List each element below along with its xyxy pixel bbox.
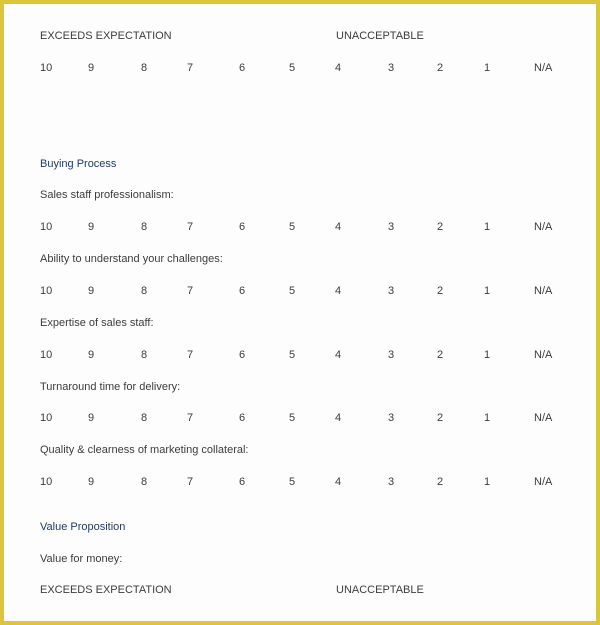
rating-option[interactable]: 7	[187, 285, 194, 297]
rating-option[interactable]: 7	[187, 349, 194, 361]
rating-option[interactable]: 8	[141, 349, 148, 361]
rating-option[interactable]: 4	[335, 221, 342, 233]
question-expertise-sales-staff: Expertise of sales staff:	[40, 317, 154, 329]
rating-option[interactable]: 5	[289, 62, 296, 74]
rating-option[interactable]: 4	[335, 476, 342, 488]
rating-option[interactable]: 3	[388, 285, 395, 297]
rating-option[interactable]: 1	[484, 476, 491, 488]
rating-option[interactable]: 3	[388, 221, 395, 233]
rating-option[interactable]: 6	[239, 285, 246, 297]
rating-option[interactable]: 5	[289, 221, 296, 233]
rating-option[interactable]: 9	[88, 221, 95, 233]
rating-option[interactable]: 1	[484, 285, 491, 297]
rating-option[interactable]: 8	[141, 285, 148, 297]
rating-scale-row	[0, 476, 600, 489]
unacceptable-label: UNACCEPTABLE	[336, 584, 424, 596]
rating-option[interactable]: N/A	[534, 285, 553, 297]
rating-option[interactable]: 3	[388, 62, 395, 74]
rating-option[interactable]: 1	[484, 412, 491, 424]
rating-option[interactable]: 10	[40, 285, 53, 297]
rating-scale-row	[0, 349, 600, 362]
rating-option[interactable]: 6	[239, 476, 246, 488]
rating-option[interactable]: 8	[141, 221, 148, 233]
rating-option[interactable]: 9	[88, 62, 95, 74]
unacceptable-label: UNACCEPTABLE	[336, 30, 424, 42]
rating-option[interactable]: 2	[437, 285, 444, 297]
rating-option[interactable]: 10	[40, 412, 53, 424]
rating-option[interactable]: 5	[289, 476, 296, 488]
rating-option[interactable]: 9	[88, 412, 95, 424]
rating-option[interactable]: 6	[239, 62, 246, 74]
exceeds-expectation-label: EXCEEDS EXPECTATION	[40, 30, 172, 42]
question-value-for-money: Value for money:	[40, 553, 123, 565]
rating-option[interactable]: 2	[437, 349, 444, 361]
section-title-value-proposition: Value Proposition	[40, 521, 126, 533]
exceeds-expectation-label: EXCEEDS EXPECTATION	[40, 584, 172, 596]
rating-option[interactable]: 6	[239, 221, 246, 233]
rating-option[interactable]: 1	[484, 221, 491, 233]
rating-scale-row	[0, 285, 600, 298]
rating-option[interactable]: 1	[484, 62, 491, 74]
rating-option[interactable]: 3	[388, 476, 395, 488]
rating-option[interactable]: 4	[335, 285, 342, 297]
rating-option[interactable]: 2	[437, 412, 444, 424]
rating-option[interactable]: 10	[40, 476, 53, 488]
rating-option[interactable]: N/A	[534, 476, 553, 488]
rating-option[interactable]: 2	[437, 62, 444, 74]
rating-option[interactable]: 7	[187, 62, 194, 74]
rating-option[interactable]: 5	[289, 412, 296, 424]
question-marketing-collateral: Quality & clearness of marketing collateral:	[40, 444, 249, 456]
rating-scale-row	[0, 62, 600, 75]
rating-option[interactable]: 8	[141, 476, 148, 488]
rating-scale-row	[0, 412, 600, 425]
rating-option[interactable]: 8	[141, 412, 148, 424]
rating-option[interactable]: N/A	[534, 221, 553, 233]
rating-option[interactable]: N/A	[534, 349, 553, 361]
rating-option[interactable]: 5	[289, 285, 296, 297]
rating-scale-row	[0, 221, 600, 234]
rating-option[interactable]: 10	[40, 349, 53, 361]
rating-option[interactable]: N/A	[534, 412, 553, 424]
rating-option[interactable]: 2	[437, 221, 444, 233]
rating-option[interactable]: 7	[187, 412, 194, 424]
rating-option[interactable]: 3	[388, 349, 395, 361]
rating-option[interactable]: 1	[484, 349, 491, 361]
section-title-buying-process: Buying Process	[40, 158, 117, 170]
question-turnaround-time: Turnaround time for delivery:	[40, 381, 181, 393]
rating-option[interactable]: 9	[88, 476, 95, 488]
rating-option[interactable]: 4	[335, 349, 342, 361]
rating-option[interactable]: 6	[239, 349, 246, 361]
question-sales-staff-professionalism: Sales staff professionalism:	[40, 189, 174, 201]
question-understand-challenges: Ability to understand your challenges:	[40, 253, 223, 265]
rating-option[interactable]: 4	[335, 62, 342, 74]
rating-option[interactable]: 2	[437, 476, 444, 488]
rating-option[interactable]: N/A	[534, 62, 553, 74]
rating-option[interactable]: 6	[239, 412, 246, 424]
rating-option[interactable]: 10	[40, 221, 53, 233]
rating-option[interactable]: 5	[289, 349, 296, 361]
rating-option[interactable]: 3	[388, 412, 395, 424]
rating-option[interactable]: 9	[88, 285, 95, 297]
rating-option[interactable]: 8	[141, 62, 148, 74]
rating-option[interactable]: 10	[40, 62, 53, 74]
rating-option[interactable]: 9	[88, 349, 95, 361]
rating-option[interactable]: 4	[335, 412, 342, 424]
rating-option[interactable]: 7	[187, 476, 194, 488]
rating-option[interactable]: 7	[187, 221, 194, 233]
